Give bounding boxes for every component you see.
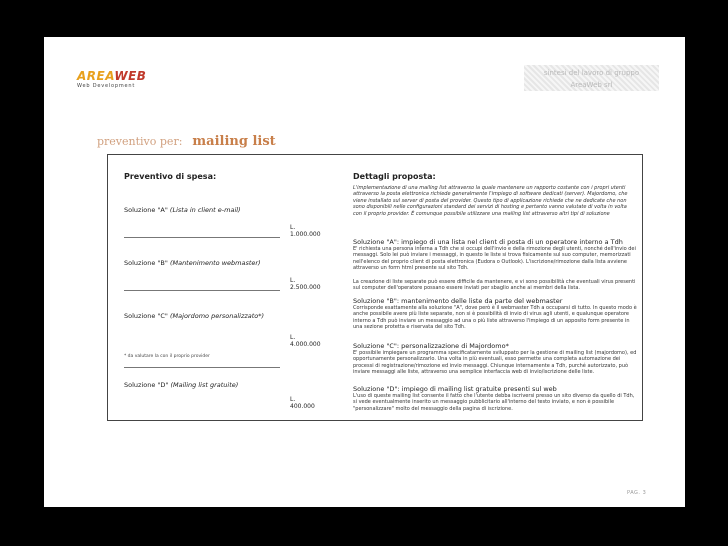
solution-detail: (Mantenimento webmaster) xyxy=(169,259,261,267)
solution-price: L. 4.000.000 xyxy=(290,334,321,348)
solution-c-heading: Soluzione "C": personalizzazione di Majordomo* xyxy=(353,342,509,350)
quote-box xyxy=(107,154,643,421)
solution-c xyxy=(124,312,264,320)
solution-detail: (Mailing list gratuite) xyxy=(170,381,239,389)
logo-brand-a: AREA xyxy=(77,69,115,83)
separator xyxy=(124,367,280,368)
details-intro: L'implementazione di una mailing list attraverso la quale mantenere un rapporto costante con i propri utenti attraverso la posta elettronica richiede generalmente l'impiego di software dedicati (server). Majordomo, che viene installato sul server di posta del provider. Questo tipo di applicazione richiede che ne dedicate che non sono disponibili nelle configurazioni standard dei servizi di hosting e pertanto vanno valutate di volta in volta con il proprio provider. È comunque possibile utilizzare una mailing list attraverso altri tipi di soluzione xyxy=(353,185,628,217)
solution-detail: (Lista in client e-mail) xyxy=(169,206,241,214)
quote-column xyxy=(108,155,321,420)
solution-a-body: E' richiesta una persona interna a Tdh che si occupi dell'invio e della rimozione degli utenti, nonché dell'invio dei messaggi. Solo lei può inviare i messaggi, in questo le liste si trova fisicamente sul suo computer, memorizzati nell'elenco del proprio client di posta elettronica (Eudora o Outlook). L'iscrizione/rimozione dalla lista avviene attraverso un form html presente sul sito Tdh. xyxy=(353,246,636,272)
logo-brand xyxy=(77,70,146,82)
solution-b xyxy=(124,259,261,267)
logo-subtitle: Web Development xyxy=(77,83,136,89)
stamp-line2: AreaWeb srl xyxy=(570,81,613,89)
solution-price: L. 400.000 xyxy=(290,396,315,410)
solution-c-body: E' possibile impiegare un programma specificatamente sviluppato per la gestione di mailing list (majordomo), ed opportunamente personalizzarlo. Una volta in più eventuali, esso permette una completa automazione dei processi di registrazione/rimozione ed invio messaggi. Chiunque internamente a Tdh, purché autorizzato, può inviare messaggi alle liste, attraverso una semplice interfaccia web di invio/iscrizione delle liste. xyxy=(353,350,637,376)
solution-label: Soluzione "C" xyxy=(124,312,168,320)
solution-label: Soluzione "A" xyxy=(124,206,168,214)
solution-d-heading: Soluzione "D": impiego di mailing list gratuite presenti sul web xyxy=(353,385,557,393)
solution-detail: (Majordomo personalizzato*) xyxy=(170,312,265,320)
solution-label: Soluzione "B" xyxy=(124,259,168,267)
stamp-line1: sintesi del lavoro di gruppo xyxy=(543,69,640,77)
solution-b-heading: Soluzione "B": mantenimento delle liste da parte del webmaster xyxy=(353,297,563,305)
heading-title: mailing list xyxy=(192,134,276,149)
solution-label: Soluzione "D" xyxy=(124,381,169,389)
heading-prefix: preventivo per: xyxy=(97,135,183,148)
solution-d xyxy=(124,381,238,389)
solution-a-body2: La creazione di liste separate può essere difficile da mantenere, e vi sono possibilità che eventuali virus presenti sul computer dell'operatore possano essere inviati per sbaglio anche ai membri della lista. xyxy=(353,279,636,292)
areaweb-logo xyxy=(77,70,146,89)
details-title: Dettagli proposta: xyxy=(353,172,436,181)
page-heading xyxy=(97,130,276,149)
solution-price: L. 2.500.000 xyxy=(290,277,321,291)
solution-price: L. 1.000.000 xyxy=(290,224,321,238)
logo-brand-b: WEB xyxy=(114,69,147,83)
solution-d-body: L'uso di queste mailing list consente il fatto che l'utente debba iscriversi presso un sito diverso da quello di Tdh, si vede eventualmente inserito un messaggio pubblicitario all'interno del testo inviato, e non è possibile "personalizzare" molto del messaggio della pagina di iscrizione. xyxy=(353,393,635,412)
solution-a xyxy=(124,206,241,214)
watermark-stamp xyxy=(524,65,659,91)
solution-a-heading: Soluzione "A": impiego di una lista nel client di posta di un operatore interno a Tdh xyxy=(353,238,623,246)
footnote: * da valutare la con il proprio provider xyxy=(124,354,210,359)
slide xyxy=(44,37,685,507)
solution-b-body: Corrisponde esattamente alla soluzione "A", dove però è il webmaster Tdh a occuparsi di tutto. In questo modo è anche possibile avere più liste separate, non si è possibilità di invio di virus agli utenti, e qualunque operatore interno a Tdh può inviare un messaggio ad una o più liste attraverso l'impiego di un apposito form presente in una sezione protetta e riservata del sito Tdh. xyxy=(353,305,637,331)
quote-title: Preventivo di spesa: xyxy=(124,172,217,181)
separator xyxy=(124,237,280,238)
separator xyxy=(124,290,280,291)
page-number: PAG. 3 xyxy=(627,490,647,496)
